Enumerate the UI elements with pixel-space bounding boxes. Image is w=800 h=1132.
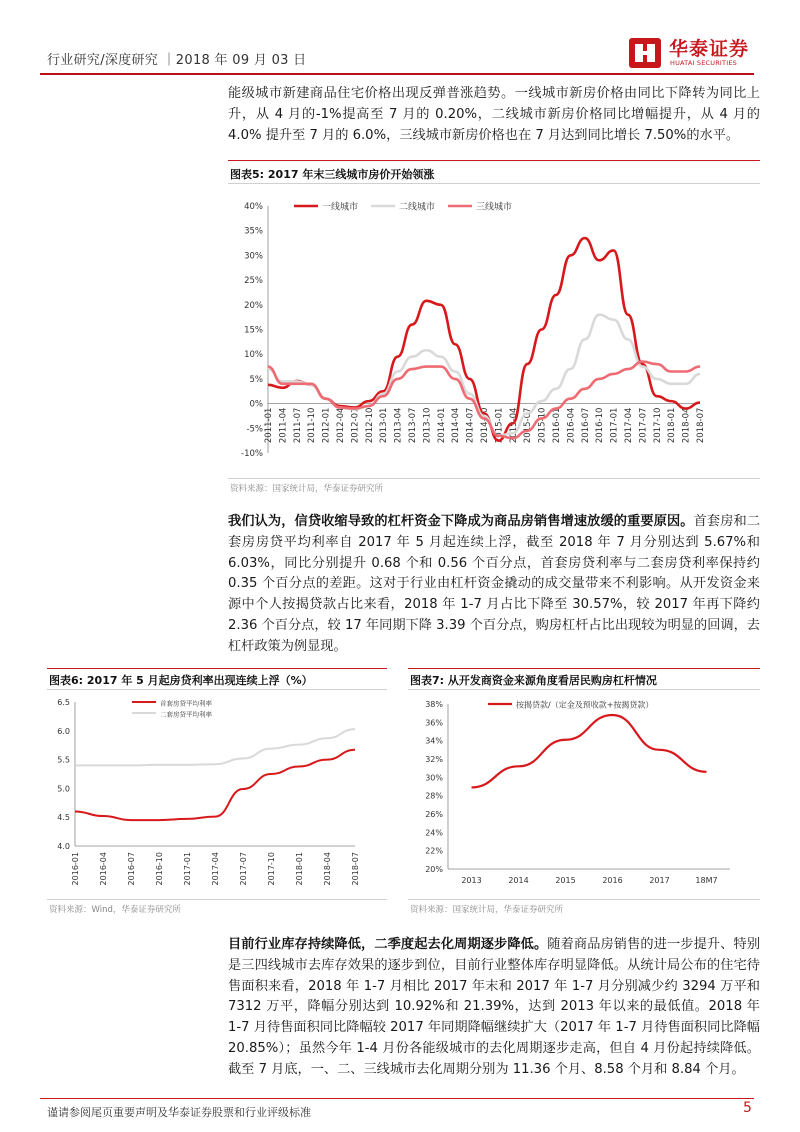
x-tick-label: 2017-10 [652,407,663,444]
figure6-title: 图表6: 2017 年 5 月起房贷利率出现连续上浮（%） [49,674,313,687]
y-tick-label: 15% [244,325,263,336]
figure7-title-rule [408,689,760,690]
x-tick-label: 2011-07 [292,407,303,444]
legend-label: 按揭贷款/（定金及预收款+按揭贷款） [516,700,654,710]
figure7-title: 图表7: 从开发商资金来源角度看居民购房杠杆情况 [410,674,657,687]
credit-analysis-paragraph [228,512,760,658]
x-tick-label: 2013-10 [422,407,433,444]
series-line-1 [472,715,707,787]
y-tick-label: 30% [425,773,443,783]
series-line-1 [75,750,355,820]
x-tick-label: 2016-07 [127,852,136,886]
figure6-top-rule [47,668,387,669]
y-tick-label: 40% [244,202,263,212]
figure5-source: 资料来源：国家统计局，华泰证券研究所 [230,484,384,494]
page-number: 5 [743,1100,752,1116]
figure5-bottom-rule [228,478,760,479]
y-tick-label: 28% [425,791,443,801]
y-tick-label: 5% [249,374,263,385]
credit-analysis-body: 首套房和二套房房贷平均利率自 2017 年 5 月起连续上浮，截至 2018 年 7 月分别达到 5.67%和 6.03%，同比分别提升 0.68 个和 0.56 个百分点，首套房贷利率与二套房贷利率保持约 0.35 个百分点的差距。这对于行业由杠杆资金撬动的成交量带来不利影响。从开发资金来源中个人按揭贷款占比来看，2018 年 1-7 月占比下降至 30.57%，较 2017 年再下降约 2.36 个百分点，较 17 年同期下降 3.39 个百分点，购房杠杆占比出现较为明显的回调，去杠杆政策为例显现。 [228,514,761,654]
x-tick-label: 2016-07 [580,407,591,444]
x-tick-label: 2017-07 [638,407,649,444]
x-tick-label: 2018-01 [295,852,304,886]
x-tick-label: 2015 [555,876,576,885]
y-tick-label: 6.0 [57,726,70,736]
y-tick-label: -10% [241,449,263,459]
figure6-bottom-rule [47,899,387,900]
x-tick-label: 2013-01 [379,407,390,444]
y-tick-label: 5.0 [57,784,70,794]
y-tick-label: 25% [244,276,263,287]
figure7-line-chart [408,692,760,897]
footer-disclaimer: 谨请参阅尾页重要声明及华泰证券股票和行业评级标准 [47,1106,311,1119]
header-divider [40,73,754,75]
y-tick-label: 26% [425,810,443,819]
figure5-line-chart [228,190,760,475]
x-tick-label: 2017-01 [609,407,620,444]
logo-english-name: HUATAI SECURITIES [670,59,737,67]
x-tick-label: 2018-07 [351,852,360,886]
y-tick-label: 6.5 [57,698,70,707]
logo-chinese-name: 华泰证券 [669,38,750,60]
x-tick-label: 2012-01 [321,407,332,444]
x-tick-label: 2014-01 [436,407,447,444]
x-tick-label: 2018-07 [696,407,706,444]
legend-label: 二线城市 [399,202,436,213]
x-tick-label: 2017-07 [239,852,248,886]
x-tick-label: 2015-10 [537,407,548,444]
report-header-text: 行业研究/深度研究 ｜2018 年 09 月 03 日 [47,53,307,68]
figure7-top-rule [408,668,760,669]
x-tick-label: 2015-01 [494,407,505,444]
x-tick-label: 2016-04 [99,852,108,886]
inventory-body: 随着商品房销售的进一步提升、特别是三四线城市去库存效果的逐步到位，目前行业整体库存明显降低。从统计局公布的住宅待售面积来看，2018 年 1-7 月相比 2017 年末和 2017 年 1-7 月分别减少约 3294 万平和 7312 万平，降幅分别达到 10.92%和 21.39%，达到 2013 年以来的最低值。2018 年 1-7 月待售面积同比降幅较 2017 年同期降幅继续扩大（2017 年 1-7 月待售面积同比降幅 20.85%）；虽然今年 1-4 月份各能级城市的去化周期逐步走高，但自 4 月份起持续降低。截至 7 月底，一、二、三线城市去化周期分别为 11.36 个月、8.58 个月和 8.84 个月。 [228,937,761,1077]
legend-label: 一线城市 [322,202,359,213]
figure5-title-rule [228,183,760,184]
footer-divider [40,1098,754,1099]
x-tick-label: 2018-04 [323,852,332,886]
x-tick-label: 2017-01 [183,852,192,886]
figure6-line-chart [47,692,387,897]
x-tick-label: 2018-01 [667,407,678,444]
x-tick-label: 2017-04 [211,852,220,886]
x-tick-label: 2014-10 [480,407,490,444]
x-tick-label: 2016-04 [566,407,577,444]
x-tick-label: 2017 [649,876,670,885]
y-tick-label: 4.5 [57,813,70,823]
y-tick-label: -5% [246,424,263,435]
y-tick-label: 24% [425,828,443,838]
x-tick-label: 2017-10 [267,852,276,886]
y-tick-label: 35% [244,226,263,237]
x-tick-label: 2015-07 [523,407,534,444]
x-tick-label: 2016-10 [595,407,606,444]
legend-label: 首套房贷平均利率 [160,699,212,708]
intro-paragraph: 能级城市新建商品住宅价格出现反弹普涨趋势。一线城市新房价格由同比下降转为同比上升，从 4 月的-1%提高至 7 月的 0.20%，二线城市新房价格同比增幅提升，从 4 月的 4.0% 提升至 7 月的 6.0%，三线城市新房价格也在 7 月达到同比增长 7.50%的水平。 [228,86,760,143]
figure7-source: 资料来源：国家统计局，华泰证券研究所 [410,905,564,915]
x-tick-label: 2011-01 [264,407,274,444]
x-tick-label: 2014-04 [451,407,462,444]
x-tick-label: 2012-07 [350,407,361,444]
y-tick-label: 0% [249,399,263,410]
y-tick-label: 10% [244,350,263,361]
x-tick-label: 2013-04 [393,407,404,444]
x-tick-label: 2017-04 [624,407,634,444]
x-tick-label: 2016 [602,876,623,885]
huatai-logo [625,32,760,72]
legend-label: 三线城市 [476,202,513,213]
y-tick-label: 20% [244,300,263,311]
x-tick-label: 2012-10 [364,407,375,444]
logo-mark-icon [625,32,665,72]
x-tick-label: 2014-07 [465,407,476,444]
inventory-lead: 目前行业库存持续降低，二季度起去化周期逐步降低。 [228,937,548,952]
figure7-bottom-rule [408,899,760,900]
x-tick-label: 2016-10 [155,852,164,886]
x-tick-label: 18M7 [695,876,718,885]
y-tick-label: 38% [425,700,443,709]
y-tick-label: 22% [425,846,443,856]
y-tick-label: 34% [425,736,443,746]
figure5-top-rule [228,160,760,161]
y-tick-label: 4.0 [57,842,70,851]
x-tick-label: 2016-01 [552,407,562,444]
x-tick-label: 2013 [461,876,482,885]
credit-analysis-lead: 我们认为，信贷收缩导致的杠杆资金下降成为商品房销售增速放缓的重要原因。 [228,514,694,529]
y-tick-label: 36% [425,718,443,728]
x-tick-label: 2016-01 [71,852,80,886]
x-tick-label: 2018-04 [681,407,692,444]
x-tick-label: 2011-10 [307,407,318,444]
x-tick-label: 2014 [508,876,529,885]
figure6-source: 资料来源：Wind，华泰证券研究所 [49,905,181,915]
x-tick-label: 2013-07 [408,407,418,444]
figure5-title: 图表5: 2017 年末三线城市房价开始领涨 [230,168,435,181]
series-line-2 [75,729,355,765]
x-tick-label: 2015-04 [508,407,519,444]
y-tick-label: 30% [244,251,263,262]
y-tick-label: 5.5 [57,755,70,765]
figure6-title-rule [47,689,387,690]
legend-label: 二套房贷平均利率 [160,710,212,719]
inventory-paragraph [228,935,760,1081]
y-tick-label: 32% [425,755,443,764]
x-tick-label: 2011-04 [278,407,289,444]
x-tick-label: 2012-04 [336,407,346,444]
y-tick-label: 20% [425,865,443,874]
